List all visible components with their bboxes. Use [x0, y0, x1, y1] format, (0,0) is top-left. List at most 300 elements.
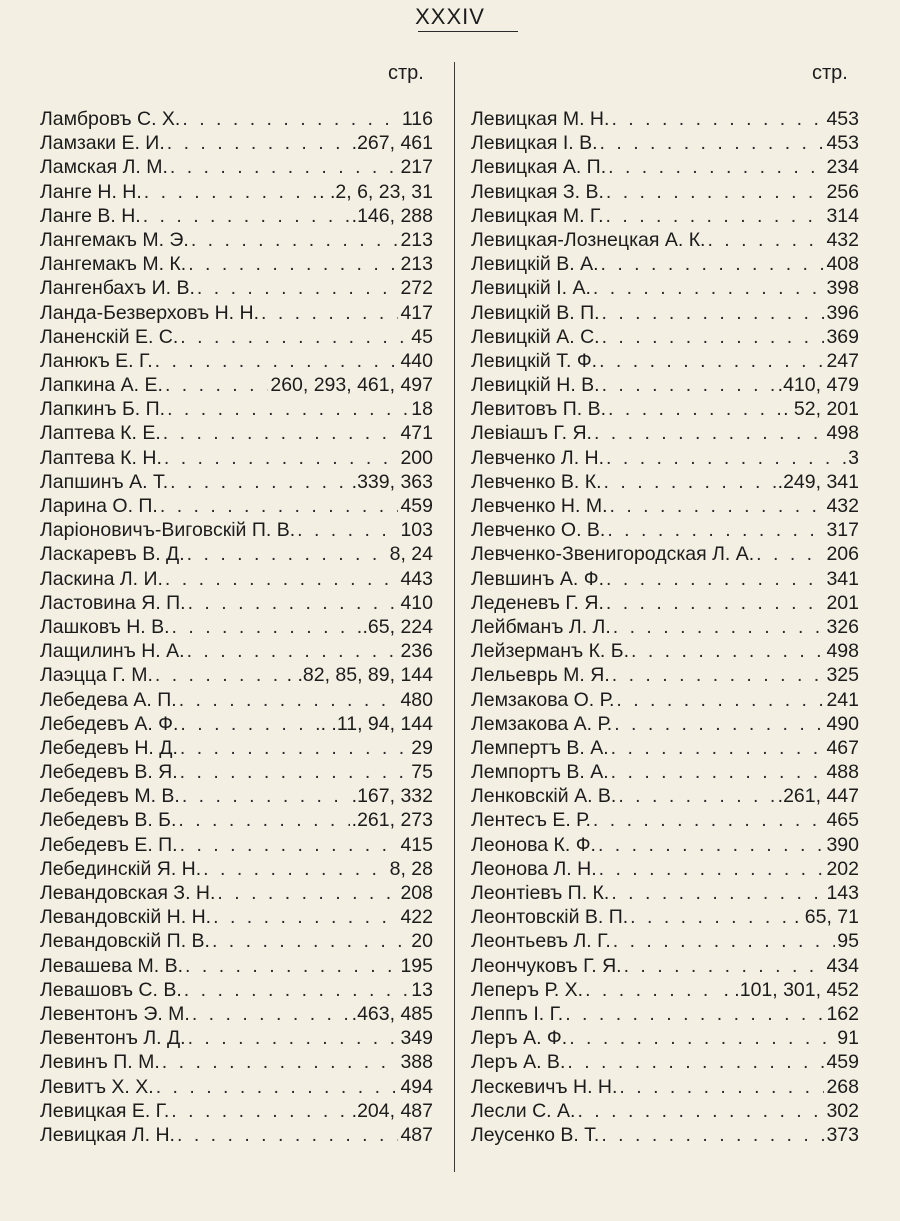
dot-leader: [188, 253, 398, 276]
entry-name: Левицкая-Лознецкая А. К.: [471, 228, 706, 251]
dot-leader: [598, 834, 825, 857]
entry-name: Леонова Л. Н.: [471, 857, 597, 880]
dot-leader: [180, 713, 318, 736]
dot-leader: [585, 979, 721, 1002]
entry-name: Лангенбахъ И. В.: [40, 277, 195, 300]
entry-name: Левашовъ С. В.: [40, 978, 182, 1001]
entry-pages: 241: [826, 688, 859, 711]
entry-name: Левіашъ Г. Я.: [471, 422, 592, 445]
index-entry: [40, 326, 433, 350]
index-entry: [471, 229, 859, 253]
entry-name: Левченко-Звенигородская Л. А.: [471, 543, 755, 566]
right-index-column: [471, 108, 859, 1148]
entry-pages: .339, 363: [351, 470, 433, 493]
dot-leader: [608, 156, 824, 179]
entry-pages: . .101, 301, 452: [723, 978, 859, 1001]
dot-leader: [143, 205, 350, 228]
entry-pages: .267, 461: [351, 132, 433, 155]
entry-pages: 45: [411, 325, 433, 348]
dot-leader: [613, 616, 825, 639]
dot-leader: [179, 689, 399, 712]
dot-leader: [593, 809, 825, 832]
dot-leader: [164, 447, 399, 470]
entry-name: Леончуковъ Г. Я.: [471, 954, 622, 977]
index-entry: [471, 302, 859, 326]
entry-pages: 417: [400, 301, 433, 324]
entry-name: Лащилинъ Н. А.: [40, 640, 185, 663]
entry-name: Ламбровъ С. Х.: [40, 108, 181, 130]
entry-pages: . .2, 6, 23, 31: [319, 180, 433, 203]
index-entry: [471, 277, 859, 301]
dot-leader: [167, 398, 409, 421]
entry-name: Левицкій В. А.: [471, 253, 599, 276]
dot-leader: [599, 350, 824, 373]
index-entry: [40, 350, 433, 374]
entry-pages: .204, 487: [351, 1099, 433, 1122]
entry-pages: 390: [826, 833, 859, 856]
index-entry: [40, 640, 433, 664]
entry-pages: 217: [400, 156, 433, 179]
entry-name: Левитъ Х. Х.: [40, 1075, 154, 1098]
entry-pages: 213: [400, 228, 433, 251]
header-rule: [418, 31, 518, 32]
index-entry: [40, 374, 433, 398]
dot-leader: [182, 108, 400, 131]
dot-leader: [213, 906, 398, 929]
index-entry: [40, 592, 433, 616]
entry-name: Ласкина Л. И.: [40, 567, 163, 590]
entry-pages: 317: [826, 519, 859, 542]
index-entry: [471, 834, 859, 858]
index-entry: [40, 132, 433, 156]
dot-leader: [602, 374, 776, 397]
dot-leader: [191, 229, 399, 252]
entry-name: Лапкинъ Б. П.: [40, 398, 166, 421]
dot-leader: [212, 930, 409, 953]
entry-name: Лапшинъ А. Т.: [40, 470, 169, 493]
dot-leader: [569, 1027, 835, 1050]
entry-pages: 465: [826, 809, 859, 832]
index-entry: [471, 689, 859, 713]
entry-name: Левицкая І. В.: [471, 132, 598, 155]
entry-pages: 440: [400, 349, 433, 372]
dot-leader: [577, 1100, 824, 1123]
dot-leader: [170, 471, 350, 494]
entry-name: Лебедевъ В. Б.: [40, 809, 177, 832]
dot-leader: [707, 229, 824, 252]
entry-name: Лесли С. А.: [471, 1099, 576, 1122]
entry-pages: 103: [400, 519, 433, 542]
entry-pages: 326: [826, 615, 859, 638]
entry-pages: . 65, 71: [793, 906, 859, 929]
index-entry: [40, 858, 433, 882]
entry-pages: 213: [400, 253, 433, 276]
dot-leader: [178, 809, 349, 832]
index-entry: [40, 713, 433, 737]
entry-name: Леонтіевъ П. К.: [471, 882, 610, 904]
entry-name: Ланге В. Н.: [40, 204, 141, 227]
left-column-page-header: стр.: [388, 62, 424, 84]
index-entry: [40, 447, 433, 471]
index-entry: [40, 930, 433, 954]
entry-name: Ламзаки Е. И.: [40, 132, 165, 155]
index-entry: [40, 495, 433, 519]
entry-name: Леонтовскій В. П.: [471, 906, 629, 929]
entry-name: Ласкаревъ В. Д.: [40, 543, 185, 566]
entry-name: Левентонъ Э. М.: [40, 1002, 190, 1025]
entry-name: Лаптева К. Е.: [40, 422, 161, 445]
dot-leader: [618, 785, 775, 808]
dot-leader: [187, 640, 399, 663]
entry-pages: 432: [826, 228, 859, 251]
dot-leader: [630, 906, 792, 929]
entry-name: Лапкина А. Е.: [40, 374, 163, 397]
entry-pages: 247: [826, 349, 859, 372]
entry-pages: 488: [826, 761, 859, 784]
entry-pages: 206: [826, 543, 859, 566]
index-entry: [471, 979, 859, 1003]
entry-pages: 480: [400, 688, 433, 711]
index-entry: [471, 543, 859, 567]
entry-pages: 8, 24: [389, 543, 433, 566]
entry-pages: 410: [400, 591, 433, 614]
dot-leader: [624, 955, 825, 978]
dot-leader: [610, 495, 825, 518]
dot-leader: [611, 761, 825, 784]
index-entry: [471, 1100, 859, 1124]
entry-pages: 272: [400, 277, 433, 300]
entry-name: Левитовъ П. В.: [471, 398, 607, 421]
entry-name: Ланюкъ Е. Г.: [40, 349, 153, 372]
index-entry: [471, 205, 859, 229]
entry-name: Лебедевъ А. Ф.: [40, 712, 179, 735]
index-entry: [40, 689, 433, 713]
dot-leader: [203, 858, 387, 881]
index-entry: [471, 761, 859, 785]
index-entry: [40, 761, 433, 785]
entry-name: Левицкая А. П.: [471, 156, 607, 179]
entry-pages: .463, 485: [351, 1002, 433, 1025]
entry-name: Левицкій Н. В.: [471, 374, 600, 397]
dot-leader: [602, 302, 825, 325]
dot-leader: [187, 543, 388, 566]
index-entry: [40, 422, 433, 446]
entry-pages: 91: [837, 1027, 859, 1050]
dot-leader: [184, 979, 410, 1002]
entry-name: Ларіоновичъ-Виговскій П. В.: [40, 519, 296, 542]
entry-pages: .65, 224: [362, 615, 433, 638]
index-entry: [471, 422, 859, 446]
index-entry: [40, 253, 433, 277]
entry-name: Лельеврь М. Я.: [471, 664, 610, 687]
entry-name: Левченко В. К.: [471, 470, 602, 493]
entry-name: Лебединскій Я. Н.: [40, 857, 202, 880]
dot-leader: [567, 1051, 824, 1074]
entry-name: Леденевъ Г. Я.: [471, 591, 604, 614]
dot-leader: [606, 592, 825, 615]
entry-name: Лангемакъ М. Э.: [40, 228, 189, 251]
entry-pages: 268: [826, 1075, 859, 1098]
entry-name: Леусенко В. Т.: [471, 1123, 600, 1146]
entry-pages: .249, 341: [777, 470, 859, 493]
dot-leader: [606, 205, 825, 228]
index-entry: [40, 616, 433, 640]
entry-pages: .261, 273: [351, 809, 433, 832]
index-entry: [471, 156, 859, 180]
entry-pages: 20: [411, 930, 433, 953]
dot-leader: [602, 326, 825, 349]
dot-leader: [171, 1100, 349, 1123]
entry-pages: 396: [826, 301, 859, 324]
dot-leader: [631, 640, 824, 663]
dot-leader: [297, 519, 398, 542]
index-entry: [40, 181, 433, 205]
entry-name: Лебедевъ М. В.: [40, 785, 180, 808]
entry-name: Левицкая Е. Г.: [40, 1099, 170, 1122]
index-entry: [471, 132, 859, 156]
entry-pages: 208: [400, 882, 433, 904]
index-entry: [40, 785, 433, 809]
dot-leader: [600, 132, 825, 155]
dot-leader: [162, 1051, 399, 1074]
entry-pages: 234: [826, 156, 859, 179]
entry-pages: 143: [826, 882, 859, 904]
index-entry: [40, 1051, 433, 1075]
index-entry: [471, 447, 859, 471]
entry-name: Левандовскій Н. Н.: [40, 906, 212, 929]
dot-leader: [160, 495, 399, 518]
entry-name: Лебедевъ Е. П.: [40, 833, 178, 856]
dot-leader: [155, 664, 285, 687]
index-entry: [40, 277, 433, 301]
index-entry: [40, 156, 433, 180]
dot-leader: [197, 277, 399, 300]
index-entry: [40, 1100, 433, 1124]
dot-leader: [180, 326, 409, 349]
entry-pages: 459: [826, 1051, 859, 1074]
index-entry: [40, 568, 433, 592]
entry-pages: 453: [826, 108, 859, 130]
entry-pages: . .11, 94, 144: [320, 712, 433, 735]
dot-leader: [604, 471, 776, 494]
entry-name: Ластовина Я. П.: [40, 591, 186, 614]
dot-leader: [606, 568, 824, 591]
entry-pages: 13: [411, 978, 433, 1001]
entry-pages: .167, 332: [351, 785, 433, 808]
entry-name: Лаэцца Г. М.: [40, 664, 153, 687]
entry-name: Левицкая З. В.: [471, 180, 604, 203]
entry-pages: 443: [400, 567, 433, 590]
entry-pages: 422: [400, 906, 433, 929]
index-entry: [471, 713, 859, 737]
index-entry: [40, 205, 433, 229]
index-entry: [40, 1124, 433, 1148]
entry-name: Лаптева К. Н.: [40, 446, 162, 469]
entry-pages: 195: [400, 954, 433, 977]
dot-leader: [594, 422, 825, 445]
entry-name: Левченко Н. М.: [471, 495, 608, 517]
dot-leader: [565, 1003, 824, 1026]
entry-name: Ланге Н. Н.: [40, 180, 142, 203]
dot-leader: [165, 374, 268, 397]
entry-name: Левшинъ А. Ф.: [471, 567, 604, 590]
entry-name: Лейзерманъ К. Б.: [471, 640, 629, 663]
entry-pages: 201: [826, 591, 859, 614]
dot-leader: [156, 1076, 399, 1099]
entry-name: Левинъ П. М.: [40, 1051, 160, 1074]
index-entry: [40, 979, 433, 1003]
entry-pages: 325: [826, 664, 859, 687]
dot-leader: [170, 156, 399, 179]
column-divider: [454, 62, 455, 1172]
entry-name: Лангемакъ М. К.: [40, 253, 187, 276]
index-entry: [40, 882, 433, 906]
entry-name: Левицкій Т. Ф.: [471, 349, 598, 372]
dot-leader: [188, 592, 399, 615]
dot-leader: [611, 108, 824, 131]
entry-name: Левицкая Л. Н.: [40, 1123, 175, 1146]
index-entry: [471, 592, 859, 616]
index-entry: [471, 471, 859, 495]
index-entry: [40, 229, 433, 253]
dot-leader: [614, 713, 824, 736]
index-entry: [471, 108, 859, 132]
page-number: XXXIV: [415, 4, 485, 29]
entry-name: Лебедевъ Н. Д.: [40, 736, 178, 759]
dot-leader: [172, 616, 361, 639]
entry-pages: 256: [826, 180, 859, 203]
entry-pages: 75: [411, 761, 433, 784]
right-column-page-header: стр.: [812, 62, 848, 84]
dot-leader: [155, 350, 399, 373]
entry-pages: 434: [826, 954, 859, 977]
dot-leader: [188, 1027, 399, 1050]
index-entry: [471, 350, 859, 374]
index-entry: [471, 495, 859, 519]
entry-pages: 116: [401, 108, 433, 130]
entry-pages: 341: [826, 567, 859, 590]
entry-pages: 494: [400, 1075, 433, 1098]
entry-name: Лемпортъ В. А.: [471, 761, 609, 784]
dot-leader: [613, 930, 836, 953]
index-entry: [471, 882, 859, 906]
entry-pages: 314: [826, 204, 859, 227]
index-entry: [471, 1027, 859, 1051]
entry-name: Леръ А. В.: [471, 1051, 566, 1074]
index-entry: [471, 906, 859, 930]
entry-name: Лентесъ Е. Р.: [471, 809, 591, 832]
index-entry: [40, 519, 433, 543]
entry-name: Лашковъ Н. В.: [40, 615, 170, 638]
entry-pages: 498: [826, 422, 859, 445]
entry-pages: 453: [826, 132, 859, 155]
entry-pages: 162: [826, 1002, 859, 1025]
entry-name: Левицкій І. А.: [471, 277, 591, 300]
index-entry: [471, 955, 859, 979]
entry-name: Лемпертъ В. А.: [471, 736, 609, 759]
entry-pages: 487: [400, 1123, 433, 1146]
entry-pages: 471: [400, 422, 433, 445]
entry-name: Лейбманъ Л. Л.: [471, 615, 611, 638]
entry-pages: 432: [826, 495, 859, 517]
index-entry: [471, 858, 859, 882]
index-entry: [40, 834, 433, 858]
entry-name: Лемзакова О. Р.: [471, 688, 615, 711]
index-entry: [471, 181, 859, 205]
entry-pages: 200: [400, 446, 433, 469]
index-entry: [471, 1051, 859, 1075]
index-entry: [40, 302, 433, 326]
entry-pages: 388: [400, 1051, 433, 1074]
entry-name: Левентонъ Л. Д.: [40, 1027, 186, 1050]
dot-leader: [180, 761, 410, 784]
entry-name: Левандовскій П. В.: [40, 930, 210, 953]
entry-name: Левченко О. В.: [471, 519, 606, 542]
index-entry: [471, 809, 859, 833]
dot-leader: [185, 955, 398, 978]
entry-pages: 260, 293, 461, 497: [270, 374, 433, 397]
entry-pages: 302: [826, 1099, 859, 1122]
entry-pages: 236: [400, 640, 433, 663]
entry-name: Ламская Л. М.: [40, 156, 168, 179]
index-entry: [471, 519, 859, 543]
dot-leader: [144, 181, 317, 204]
index-entry: [40, 955, 433, 979]
entry-name: Левицкій А. С.: [471, 325, 600, 348]
dot-leader: [593, 277, 825, 300]
index-entry: [40, 906, 433, 930]
entry-name: Левандовская З. Н.: [40, 882, 216, 904]
index-entry: [471, 1124, 859, 1148]
entry-name: Левченко Л. Н.: [471, 446, 605, 469]
entry-name: Лебедевъ В. Я.: [40, 761, 178, 784]
entry-pages: 349: [400, 1027, 433, 1050]
index-entry: [471, 640, 859, 664]
dot-leader: [167, 132, 350, 155]
dot-leader: [607, 519, 824, 542]
entry-name: Левицкая М. Н.: [471, 108, 610, 130]
entry-pages: 398: [826, 277, 859, 300]
index-entry: [471, 326, 859, 350]
entry-name: Левицкая М. Г.: [471, 204, 604, 227]
index-entry: [471, 253, 859, 277]
entry-pages: 408: [826, 253, 859, 276]
dot-leader: [182, 785, 350, 808]
dot-leader: [612, 664, 825, 687]
dot-leader: [756, 543, 824, 566]
dot-leader: [611, 882, 824, 905]
entry-pages: . .82, 85, 89, 144: [286, 664, 433, 687]
entry-pages: .410, 479: [777, 374, 859, 397]
dot-leader: [217, 882, 398, 905]
index-entry: [471, 616, 859, 640]
entry-pages: 498: [826, 640, 859, 663]
index-entry: [40, 1076, 433, 1100]
index-entry: [40, 398, 433, 422]
dot-leader: [180, 834, 399, 857]
left-index-column: [40, 108, 433, 1148]
dot-leader: [606, 447, 846, 470]
dot-leader: [165, 568, 399, 591]
entry-name: Лескевичъ Н. Н.: [471, 1075, 618, 1098]
entry-pages: 202: [826, 857, 859, 880]
dot-leader: [163, 422, 399, 445]
entry-name: Левашева М. В.: [40, 954, 184, 977]
entry-pages: 3: [848, 446, 859, 469]
index-entry: [471, 1076, 859, 1100]
entry-pages: 459: [400, 495, 433, 517]
entry-name: Леонтьевъ Л. Г.: [471, 930, 611, 953]
